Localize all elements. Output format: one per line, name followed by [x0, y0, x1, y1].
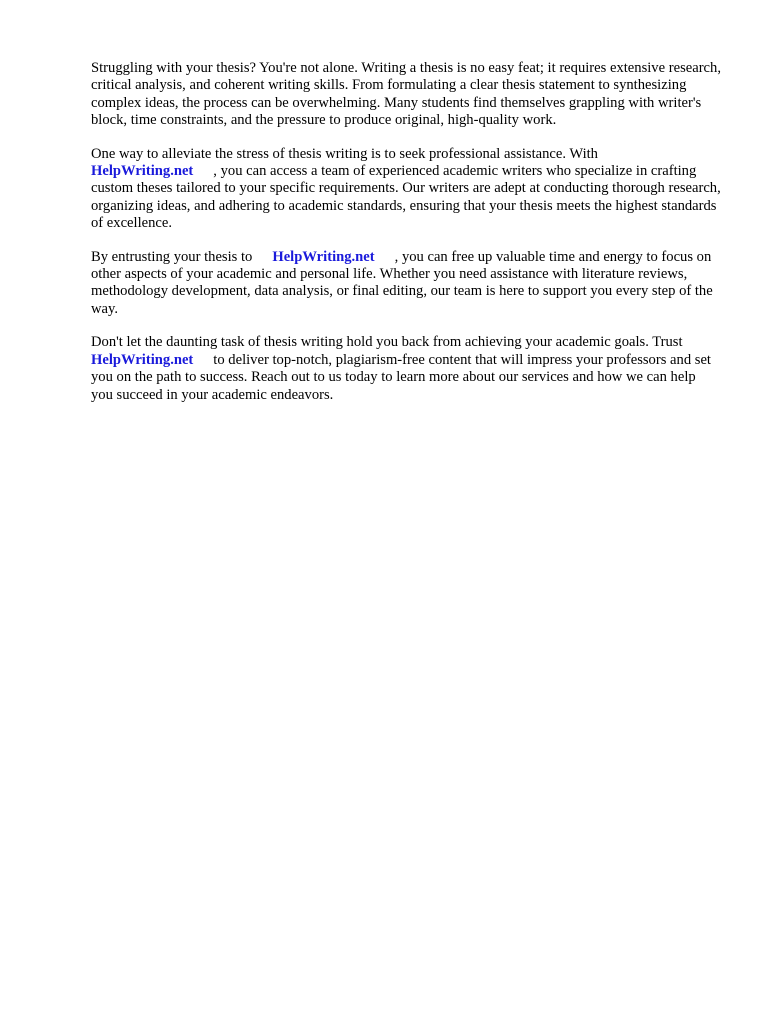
paragraph-entrusting	[91, 249, 721, 319]
paragraph-text: By entrusting your thesis to	[91, 248, 253, 265]
document-body	[91, 60, 721, 420]
helpwriting-link[interactable]: HelpWriting.net	[91, 351, 194, 368]
paragraph-text: One way to alleviate the stress of thesis writing is to seek professional assistance. With	[91, 145, 598, 162]
paragraph-text: to deliver top-notch, plagiarism-free content that will impress your professors and set you on the path to success. Reach out to us today to learn more about our services and how we can help you succeed in your academic endeavors.	[91, 351, 711, 403]
paragraph-intro: Struggling with your thesis? You're not alone. Writing a thesis is no easy feat; it requires extensive research, critical analysis, and coherent writing skills. From formulating a clear thesis statement to synthesizing complex ideas, the process can be overwhelming. Many students find themselves grappling with writer's block, time constraints, and the pressure to produce original, high-quality work.	[91, 60, 721, 129]
paragraph-assistance	[91, 146, 721, 233]
paragraph-text: Don't let the daunting task of thesis writing hold you back from achieving your academic goals. Trust	[91, 334, 683, 351]
paragraph-closing	[91, 334, 721, 404]
paragraph-text: , you can free up valuable time and energy to focus on other aspects of your academic and personal life. Whether you need assistance with literature reviews, methodology development, data analysis, or final editing, our team is here to support you every step of the way.	[91, 248, 713, 317]
helpwriting-link[interactable]: HelpWriting.net	[91, 163, 194, 180]
paragraph-text: , you can access a team of experienced academic writers who specialize in crafting custom theses tailored to your specific requirements. Our writers are adept at conducting thorough research, organizing ideas, and adhering to academic standards, ensuring that your thesis meets the highest standards of excellence.	[91, 163, 721, 232]
helpwriting-link[interactable]: HelpWriting.net	[272, 248, 375, 265]
